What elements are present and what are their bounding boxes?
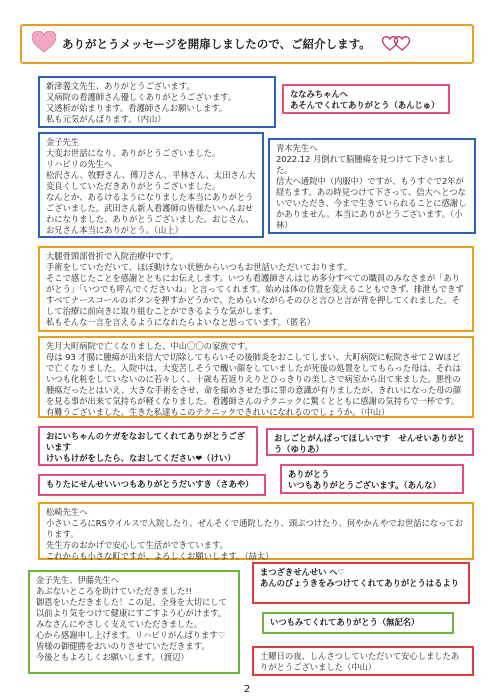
double-heart-icon xyxy=(382,36,412,52)
message-card-nakayama-saturday: 土曜日の夜、しんさつしていただいて安心しましたありがとうございました（中山） xyxy=(252,646,474,676)
message-card-kobayashi: 青木先生へ 2022.12 月倒れて脳腫瘍を見つけて下さいました。 信大へ通院中（内服中）ですが、もうすぐで2年が経ちます。あの時見つけて下さって、信大へとつないでいただき、今まで生きていられることに感謝しかありません。本当にありがとうございます。（小林） xyxy=(268,138,476,234)
message-card-yuria: おしごとがんばってほしいです せんせいありがとう（ゆりあ） xyxy=(266,428,474,456)
message-card-yamagami: 金子先生 大変お世話になり、ありがとうございました。 リハビリの先生へ 松沢さん、牧野さん、傅刀さん、平林さん、太田さん大変良くしていただきありがとうございました。 なんとか、あるけるようになりました本当にありがとうございました。武田さん新人看護師の皆様たいへんおせわになりました、ありがとうございました。おじさん、お兄さん本当にありがとう。（山上） xyxy=(38,132,264,238)
message-card-anonymous-femur: 大腿骨頸部骨折で入院治療中です。 手術をしていただいて、ほぼ動けない状態からいつもお世話いただいております。 そこで感じたことを感謝とともにお伝えします。いつも看護師さんはじめ多分すべての職員のみなさまが「ありがとう」「いつでも呼んでくださいね」と言ってくれます。始めは体の位置を変えることもできず、排泄もできずすべてナースコールのボタンを押すかどうかで、ためらいながらそのひと言ひと言が背を押してくれました。そして治療に前向きに取り組むことができるような気がします。 私もそんな一言を言えるようになれたらよいなと思っています。（匿名） xyxy=(38,246,474,332)
message-card-kei: おにいちゃんのケガをなおしてくれてありがとうございます けいもけがをしたら、なおしてください❤（けい） xyxy=(38,426,258,466)
page-title-banner xyxy=(20,24,474,64)
message-card-kitta: 松崎先生へ 小さいころにRSウイルスで入院したり、ぜんそくで通院したり、頭ぶつけたり、何やかんやでお世話になっております。 先生方のおかげで安心して生活ができています。 これからも小さな町ですが、よろしくお願いします。（喆太） xyxy=(38,502,474,560)
page-number: 2 xyxy=(243,684,251,695)
message-card-anju: ななみちゃんへ あそんでくれてありがとう（あんじゅ） xyxy=(282,84,450,114)
message-card-anonymous-thanks: いつもみてくれてありがとう（無記名） xyxy=(262,612,454,634)
message-card-haru: まつざきせんせい へ♡ あんのびょうきをみつけてくれてありがとうはるより xyxy=(252,562,470,604)
message-card-nakayama-family: 先月大町病院で亡くなりました、中山〇〇の家族です。 母は 93 才腸に腫瘍が出来信大で切除してもらいその後肺炎をおこしてしまい、大町病院に転院させて２Wほどで亡くなりました。入院中は、大変苦しそうで醜い顔をしていましたが死後の処置をしてもらった母は、それはいつも化粧をしていないのに若々しく、十歳も若返りえりとひっきりの美しさで病室から出て来ました。悪性の腫瘍だったとはいえ、大きな手術をさせ、命を縮めさせた事に罪の意識が有りましたが、きれいになった母の顔を見る事が出来て気持ちが軽くなりました。看護師さんのテクニックに驚くとともに感謝の気持ちで一杯です。有難うございました。生きた私達もこのテクニックできれいになれるのでしょうか。（中山） xyxy=(38,336,474,418)
message-card-anna: ありがとう いつもありがとうございます。（あんな） xyxy=(280,464,464,494)
heart-icon xyxy=(32,31,56,53)
message-card-saaya: もりたにせんせいいつもありがとうだいすき（さあや） xyxy=(38,474,266,496)
message-card-watanabe: 金子先生、伊藤先生へ あぶないところを助けていただきました!! 御恩をいただきました！この足、全身を大切にして以前より気をつけて健康にすごすよう心がけます。 みなさんにやさしく支えていただきました。 心から感謝申し上げます。リハビリがんばります♡ 皆様の御健勝をおいのりさせていただきます。 今後ともよろしくお願いします。（渡辺） xyxy=(28,570,240,674)
message-card-uchiyama: 新津義文先生、ありがとうございます。 又病院の看護師さん優しくありがとうございます。 又透析が始まります。看護師さんお願いします。 私も元気がんばります。（内山） xyxy=(38,76,276,128)
page-title: ありがとうメッセージを開扉しましたので、ご紹介します。 xyxy=(62,37,371,51)
